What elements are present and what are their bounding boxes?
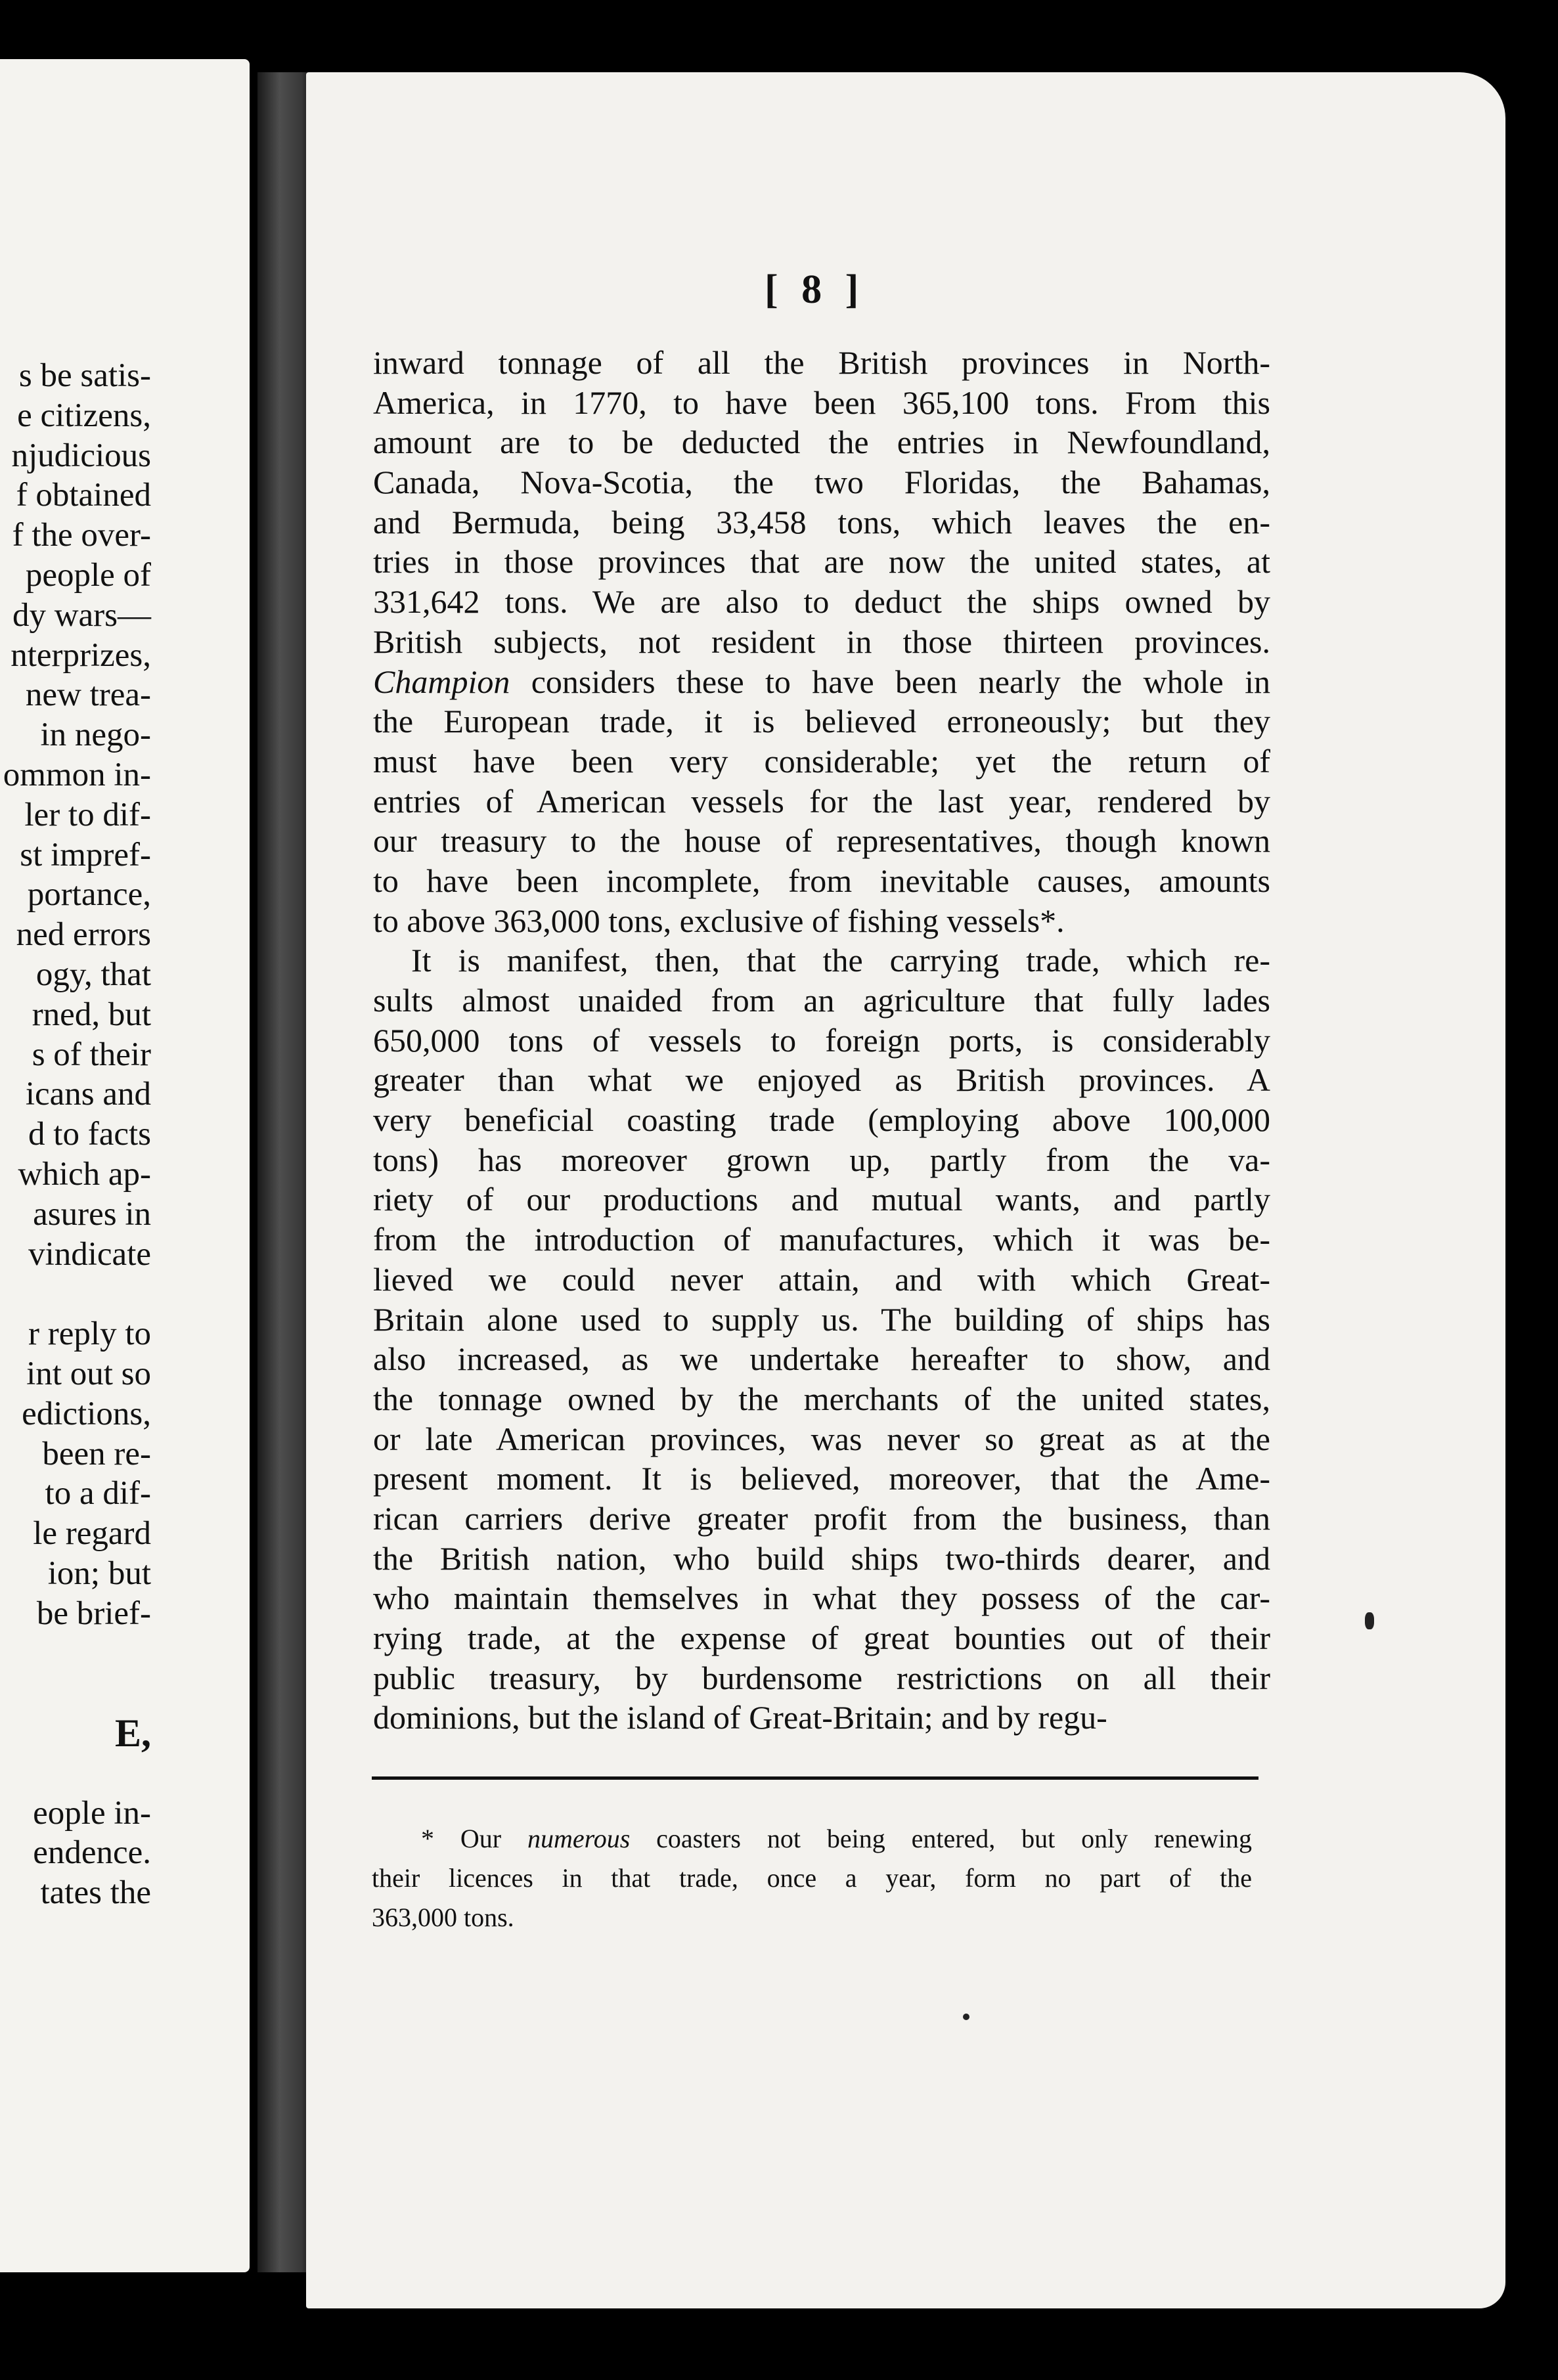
facing-page-line: int out so <box>26 1355 151 1392</box>
facing-page-line: portance, <box>27 876 151 914</box>
facing-page-line: people of <box>25 556 151 594</box>
body-line: greater than what we enjoyed as British provinces. A <box>373 1061 1270 1099</box>
body-line: to above 363,000 tons, exclusive of fishing vessels*. <box>373 902 1065 939</box>
body-line: or late American provinces, was never so great as at the <box>373 1420 1270 1457</box>
body-line: America, in 1770, to have been 365,100 tons. From this <box>373 384 1270 421</box>
body-line: the European trade, it is believed erroneously; but they <box>373 703 1270 740</box>
body-line: must have been very considerable; yet the return of <box>373 742 1270 780</box>
footnote-line: 363,000 tons. <box>372 1903 514 1932</box>
facing-page-line: edictions, <box>22 1395 151 1432</box>
body-line: British subjects, not resident in those thirteen provinces. <box>373 623 1270 660</box>
facing-page-line: r reply to <box>28 1315 151 1353</box>
body-line: lieved we could never attain, and with which Great- <box>373 1260 1270 1298</box>
body-line: public treasury, by burdensome restrictions on all their <box>373 1659 1270 1696</box>
body-line: entries of American vessels for the last year, rendered by <box>373 782 1270 820</box>
facing-page-line: new trea- <box>25 676 151 714</box>
body-line: from the introduction of manufactures, which it was be- <box>373 1221 1270 1258</box>
body-line: very beneficial coasting trade (employing above 100,000 <box>373 1101 1270 1139</box>
facing-page-line: ned errors <box>16 916 151 954</box>
facing-page-line: vindicate <box>28 1235 151 1273</box>
facing-page-line: which ap- <box>18 1155 151 1193</box>
facing-page-line: s be satis- <box>18 357 151 394</box>
facing-page-line: ommon in- <box>3 756 151 793</box>
footnote-line: * Our numerous coasters not being entered, but only renewing <box>421 1824 1252 1853</box>
main-page <box>306 72 1505 2308</box>
body-line: riety of our productions and mutual wants, and partly <box>373 1181 1270 1218</box>
body-line: rying trade, at the expense of great bounties out of their <box>373 1620 1270 1656</box>
body-line: inward tonnage of all the British provinces in North- <box>373 344 1270 381</box>
facing-page-line: s of their <box>32 1036 151 1073</box>
facing-page-line: nterprizes, <box>11 636 151 674</box>
body-line: rican carriers derive greater profit from the business, than <box>373 1499 1270 1537</box>
body-line: It is manifest, then, that the carrying trade, which re- <box>411 942 1270 979</box>
body-line: present moment. It is believed, moreover, that the Ame- <box>373 1460 1270 1497</box>
facing-page-line: eople in- <box>33 1794 151 1832</box>
body-line: tries in those provinces that are now the united states, at <box>373 543 1270 581</box>
facing-page-line: le regard <box>33 1515 151 1553</box>
footnote-line: their licences in that trade, once a year, form no part of the <box>372 1863 1252 1893</box>
facing-page-line: rned, but <box>32 996 151 1033</box>
facing-page-line: be brief- <box>36 1595 151 1632</box>
facing-page-line: dy wars— <box>12 596 151 634</box>
ink-speck <box>1365 1612 1374 1629</box>
facing-page-line <box>0 1274 151 1314</box>
body-line: and Bermuda, being 33,458 tons, which leaves the en- <box>373 503 1270 540</box>
body-line: also increased, as we undertake hereafter to show, and <box>373 1340 1270 1378</box>
facing-page-line: endence. <box>33 1834 151 1872</box>
facing-page-line: e citizens, <box>17 397 151 434</box>
body-line: sults almost unaided from an agriculture that fully lades <box>373 982 1270 1019</box>
body-line: amount are to be deducted the entries in Newfoundland, <box>373 424 1270 461</box>
body-line: 331,642 tons. We are also to deduct the ships owned by <box>373 583 1270 621</box>
body-line: Champion considers these to have been nearly the whole in <box>373 663 1270 700</box>
page-number: [ 8 ] <box>765 267 866 312</box>
body-line: who maintain themselves in what they possess of the car- <box>373 1579 1270 1617</box>
facing-page-text <box>0 356 151 1913</box>
body-line: our treasury to the house of representatives, though known <box>373 822 1270 860</box>
facing-page-line: in nego- <box>40 716 151 754</box>
body-text <box>373 343 1270 1738</box>
facing-page-line: ogy, that <box>35 956 151 993</box>
facing-page-line: d to facts <box>28 1116 151 1153</box>
body-line: Canada, Nova-Scotia, the two Floridas, the Bahamas, <box>373 464 1270 501</box>
facing-page-line: to a dif- <box>45 1475 151 1512</box>
facing-page-line: been re- <box>42 1435 151 1472</box>
facing-page-line: ion; but <box>47 1554 151 1592</box>
body-line: 650,000 tons of vessels to foreign ports, is considerably <box>373 1021 1270 1059</box>
footnote-rule <box>372 1776 1258 1780</box>
facing-page-line: ler to dif- <box>24 796 151 833</box>
body-line: Britain alone used to supply us. The building of ships has <box>373 1300 1270 1338</box>
facing-page-line: asures in <box>33 1195 151 1233</box>
facing-page-line: E, <box>114 1711 151 1755</box>
book-gutter <box>257 72 313 2272</box>
facing-page-line: tates the <box>40 1874 151 1912</box>
body-line: to have been incomplete, from inevitable causes, amounts <box>373 862 1270 899</box>
facing-page-line <box>0 1753 151 1794</box>
body-line: tons) has moreover grown up, partly from the va- <box>373 1141 1270 1178</box>
facing-page-line: f the over- <box>12 517 151 554</box>
body-line: the tonnage owned by the merchants of the united states, <box>373 1380 1270 1417</box>
facing-page-line: njudicious <box>11 437 151 474</box>
ink-speck <box>963 2014 969 2020</box>
body-line: the British nation, who build ships two-thirds dearer, and <box>373 1539 1270 1577</box>
facing-page-left <box>0 59 250 2272</box>
facing-page-line: st impref- <box>20 836 151 873</box>
facing-page-line <box>0 1673 151 1713</box>
facing-page-line: f obtained <box>16 477 151 514</box>
body-line: dominions, but the island of Great-Britain; and by regu- <box>373 1699 1107 1736</box>
footnote <box>372 1819 1252 1937</box>
facing-page-line <box>0 1634 151 1674</box>
facing-page-line: icans and <box>25 1076 151 1113</box>
